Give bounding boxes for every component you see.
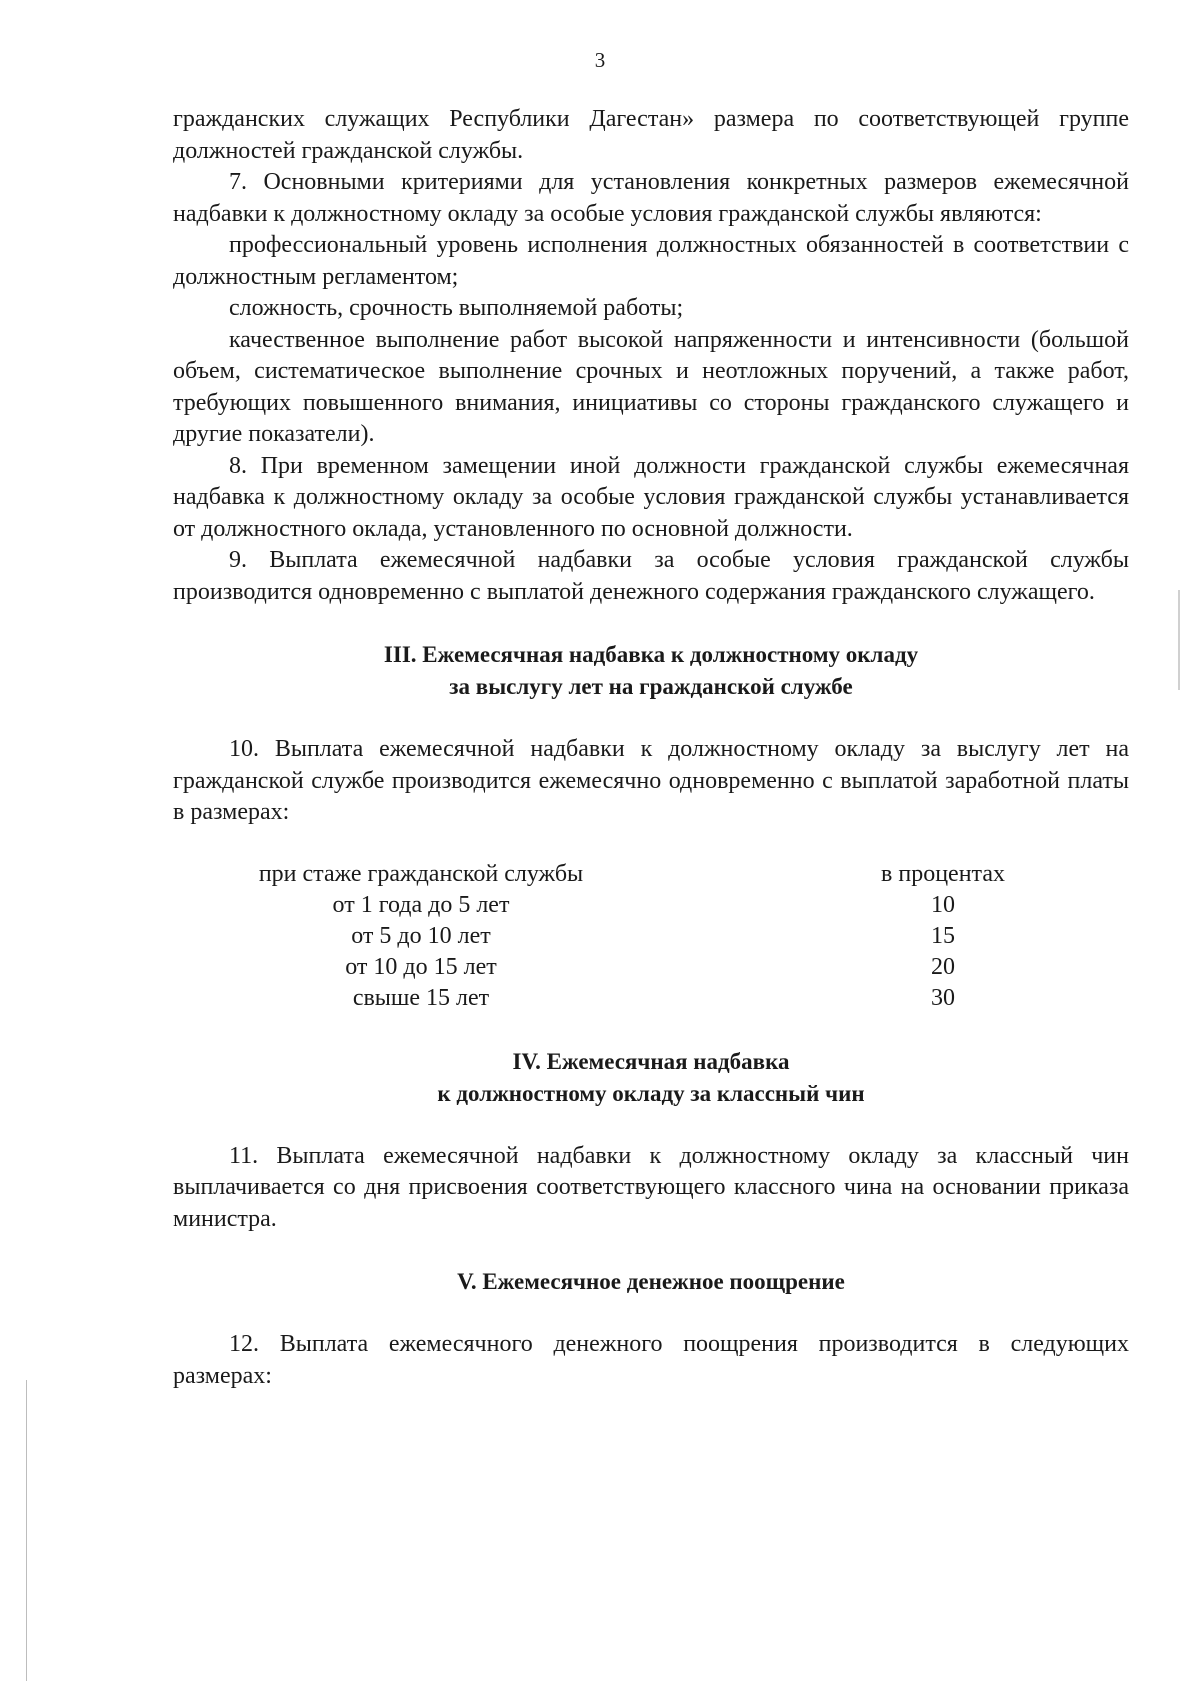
section-5-heading: V. Ежемесячное денежное поощрение — [457, 1269, 845, 1294]
paragraph-8: 8. При временном замещении иной должности гражданской службы ежемесячная надбавка к должностному окладу за особые условия гражданской службы устанавливается от должностного оклада, установленного по основной должности. — [173, 452, 1129, 542]
seniority-table — [173, 859, 1129, 1015]
table-header-percent: в процентах — [881, 860, 1005, 887]
section-4-heading-line1: IV. Ежемесячная надбавка — [512, 1048, 790, 1074]
table-header-seniority: при стаже гражданской службы — [258, 860, 584, 887]
table-cell-percent: 10 — [931, 891, 955, 918]
section-4-heading-line2: к должностному окладу за классный чин — [437, 1080, 865, 1106]
paragraph-10: 10. Выплата ежемесячной надбавки к должностному окладу за выслугу лет на гражданской службе производится ежемесячно одновременно с выплатой заработной платы в размерах: — [173, 736, 1129, 825]
table-row — [173, 983, 1129, 1014]
table-cell-percent: 20 — [931, 953, 955, 980]
table-cell-percent: 15 — [931, 922, 955, 949]
section-3-heading-line1: III. Ежемесячная надбавка к должностному окладу — [383, 642, 919, 667]
document-body — [173, 104, 1129, 1392]
paragraph-12: 12. Выплата ежемесячного денежного поощрения производится в следующих размерах: — [173, 1331, 1129, 1389]
table-row — [173, 890, 1129, 921]
table-row — [173, 921, 1129, 952]
paragraph-7: 7. Основными критериями для установления конкретных размеров ежемесячной надбавки к должностному окладу за особые условия гражданской службы являются: — [173, 169, 1129, 227]
table-cell-seniority: от 5 до 10 лет — [351, 922, 491, 949]
table-header-row — [173, 859, 1129, 890]
scan-artifact — [1178, 590, 1180, 690]
table-cell-seniority: свыше 15 лет — [352, 984, 490, 1011]
paragraph-11: 11. Выплата ежемесячной надбавки к должностному окладу за классный чин выплачивается со дня присвоения соответствующего классного чина на основании приказа министра. — [173, 1142, 1129, 1232]
paragraph-9: 9. Выплата ежемесячной надбавки за особые условия гражданской службы производится одновременно с выплатой денежного содержания гражданского служащего. — [173, 547, 1129, 605]
table-cell-seniority: от 1 года до 5 лет — [332, 891, 510, 918]
table-cell-percent: 30 — [931, 984, 955, 1011]
criteria-item-quality: качественное выполнение работ высокой напряженности и интенсивности (большой объем, систематическое выполнение срочных и неотложных поручений, а также работ, требующих повышенного внимания, инициативы со стороны гражданского служащего и другие показатели). — [173, 326, 1129, 447]
criteria-item-complexity: сложность, срочность выполняемой работы; — [229, 295, 684, 321]
table-cell-seniority: от 10 до 15 лет — [345, 953, 497, 980]
scan-edge-line — [26, 1380, 27, 1681]
section-3-heading-line2: за выслугу лет на гражданской службе — [449, 674, 853, 699]
criteria-item-professional-level: профессиональный уровень исполнения должностных обязанностей в соответствии с должностным регламентом; — [173, 232, 1129, 290]
table-row — [173, 952, 1129, 983]
paragraph-continuation: гражданских служащих Республики Дагестан» размера по соответствующей группе должностей гражданской службы. — [173, 106, 1129, 164]
page-number: 3 — [594, 48, 606, 72]
